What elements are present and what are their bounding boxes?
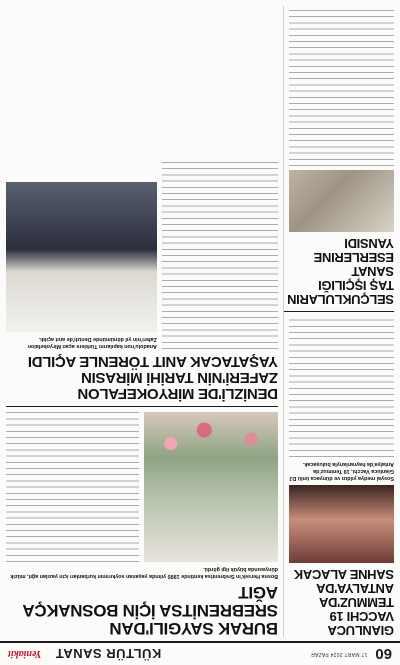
story-gianluca: [284, 317, 394, 637]
newspaper-logo: Yeniakit: [8, 648, 42, 660]
story-miryokefalon: [6, 159, 278, 401]
page-header: [0, 641, 400, 665]
story1-lead: Sosyal medya yıldızı ve dünyaca ünlü DJ Gianluca Vacchi, 19 Temmuz'da Antalya'da hayranlarıyla buluşacak.: [289, 461, 394, 481]
page-number: 60: [375, 645, 392, 663]
stonework-photo: [289, 170, 394, 232]
flowers-decoration: [145, 412, 279, 457]
portrait-photo: [289, 485, 394, 563]
srebrenitsa-photo: [145, 412, 279, 562]
section-title: KÜLTÜR SANAT: [55, 646, 162, 662]
story1-headline: GIANLUCA VACCHI 19 TEMMUZ'DA ANTALYA'DA SAHNE ALACAK: [294, 567, 394, 638]
main-column: [6, 6, 278, 637]
top-headline: BURAK SAYGILI'DAN SREBRENİTSA İÇİN BOSNAKÇA AĞIT: [23, 583, 278, 638]
bottom-lead: Anadolu'nun kapılarını Türklere açan Miryokefalon Zaferi'nin yıl dönümünde Denizli'de anıt açıldı.: [27, 336, 157, 349]
story-divider: [284, 311, 394, 312]
story-selcuklu: [284, 6, 394, 306]
left-column: [283, 6, 394, 637]
bottom-story-text: [162, 159, 278, 349]
story2-headline: SELÇUKLULARIN TAŞ IŞÇILIĞI SANAT ESERLERINE YANSIDI: [287, 236, 394, 307]
ceremony-photo: [6, 182, 157, 332]
bottom-headline: DENİZLİ'DE MİRYOKEFALON ZAFERİ'NİN TARİHİ MİRASIN YAŞATACAK ANIT TÖRENLE AÇILDI: [28, 353, 278, 402]
story2-body: [289, 6, 394, 166]
top-story-text: [6, 412, 140, 562]
main-divider: [6, 406, 278, 407]
issue-date: 17 MART 2024 PAZAR: [310, 651, 368, 657]
story1-body: [289, 317, 394, 457]
story-srebrenitsa: [6, 412, 278, 637]
top-lead: Bosna Hersek'in Srebrenitsa kentinde 1995 yılında yaşanan soykırımın kurbanları için yazılan ağıt, müzik dünyasında büyük ilgi gördü.: [10, 566, 278, 579]
